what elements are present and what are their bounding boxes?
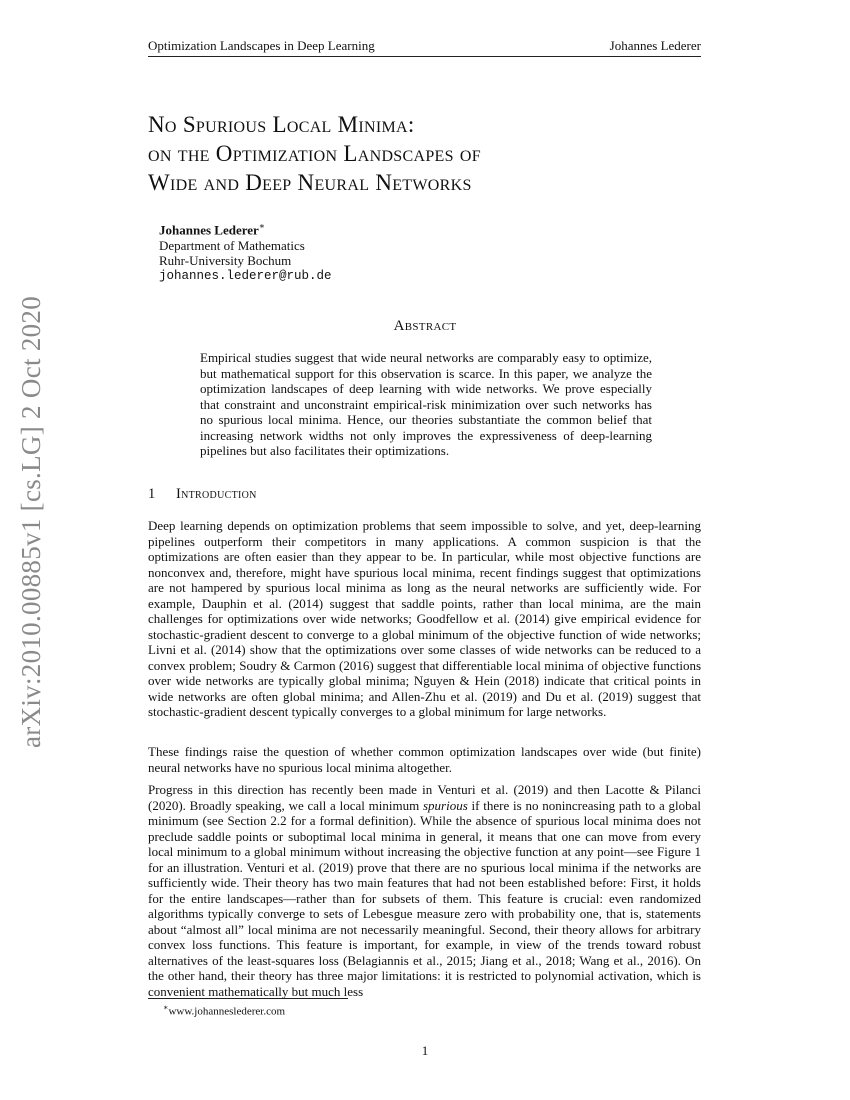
paper-title-line: Wide and Deep Neural Networks [148, 170, 472, 195]
running-header-author: Johannes Lederer [609, 38, 701, 53]
author-footnote-mark: ∗ [258, 221, 265, 231]
author-name: Johannes Lederer∗ [159, 221, 265, 238]
section-number: 1 [148, 486, 156, 502]
author-block [159, 219, 559, 284]
abstract-heading: Abstract [393, 318, 457, 334]
abstract-text: Empirical studies suggest that wide neural networks are comparably easy to optimize, but mathematical support for this observation is scarce. In this paper, we analyze the optimization landscapes of deep learning with wide networks. We prove especially that constraint and unconstraint empirical-risk minimization over such networks has no spurious local minima. Hence, our theories substantiate the common belief that increasing network widths not only improves the expressiveness of deep-learning pipelines but also facilitates their optimizations. [200, 350, 652, 458]
footnote [163, 1003, 285, 1018]
author-university: Ruhr-University Bochum [159, 253, 292, 269]
section-title: Introduction [176, 486, 257, 502]
body-paragraph: These findings raise the question of whether common optimization landscapes over wide (but finite) neural networks have no spurious local minima altogether. [148, 744, 701, 775]
footnote-url[interactable]: www.johanneslederer.com [168, 1005, 286, 1018]
page-number: 1 [421, 1043, 429, 1058]
emphasized-term: spurious [422, 797, 468, 813]
body-paragraph: Deep learning depends on optimization problems that seem impossible to solve, and yet, deep-learning pipelines outperform their competitors in many applications. A common suspicion is that the optimizations are often easier than they appear to be. In particular, while most objective functions are nonconvex and, therefore, might have spurious local minima, recent findings suggest that optimizations are not hampered by spurious local minima as long as the neural networks are sufficiently wide. For example, Dauphin et al. (2014) suggest that saddle points, rather than local minima, are the main challenges for optimizations over wide networks; Goodfellow et al. (2014) give empirical evidence for stochastic-gradient descent to converge to a global minimum of the objective function of wide networks; Livni et al. (2014) show that the optimizations over some classes of wide networks can be reduced to a convex problem; Soudry & Carmon (2016) suggest that differentiable local minima of objective functions over wide networks are typically global minima; Nguyen & Hein (2018) indicate that critical points in wide networks are often global minima; and Allen-Zhu et al. (2019) and Du et al. (2019) suggest that stochastic-gradient descent typically converges to a global minimum for large networks. [148, 518, 701, 719]
paper-title-line: on the Optimization Landscapes of [148, 141, 481, 166]
arxiv-identifier-stamp: arXiv:2010.00885v1 [cs.LG] 2 Oct 2020 [16, 295, 46, 748]
running-header-title: Optimization Landscapes in Deep Learning [148, 38, 375, 53]
body-paragraph: Progress in this direction has recently been made in Venturi et al. (2019) and then Lacotte & Pilanci (2020). Broadly speaking, we call a local minimum spurious if there is no nonincreasing path to a global minimum (see Section 2.2 for a formal definition). While the absence of spurious local minima does not preclude saddle points or suboptimal local minima in general, it means that one can move from every local minimum to a global minimum without increasing the objective function at any point—see Figure 1 for an illustration. Venturi et al. (2019) prove that there are no spurious local minima if the networks are sufficiently wide. Their theory has two main features that had not been established before: First, it holds for the entire landscapes—rather than for subsets of them. This feature is crucial: even randomized algorithms typically converge to sets of Lebesgue measure zero with probability one, that is, statements about “almost all” local minima are not necessarily meaningful. Second, their theory allows for arbitrary convex loss functions. This feature is important, for example, in view of the trends toward robust alternatives of the least-squares loss (Belagiannis et al., 2015; Jiang et al., 2018; Wang et al., 2016). On the other hand, their theory has three major limitations: it is restricted to polynomial activation, which is convenient mathematically but much less [148, 782, 702, 999]
section-heading [148, 486, 257, 503]
author-department: Department of Mathematics [159, 237, 305, 253]
footnote-rule [148, 998, 348, 999]
paper-title [148, 110, 708, 197]
running-header [148, 36, 701, 57]
author-email[interactable]: johannes.lederer@rub.de [159, 268, 332, 283]
paper-title-line: No Spurious Local Minima: [148, 112, 415, 137]
footnote-mark: ∗ [163, 1003, 169, 1012]
